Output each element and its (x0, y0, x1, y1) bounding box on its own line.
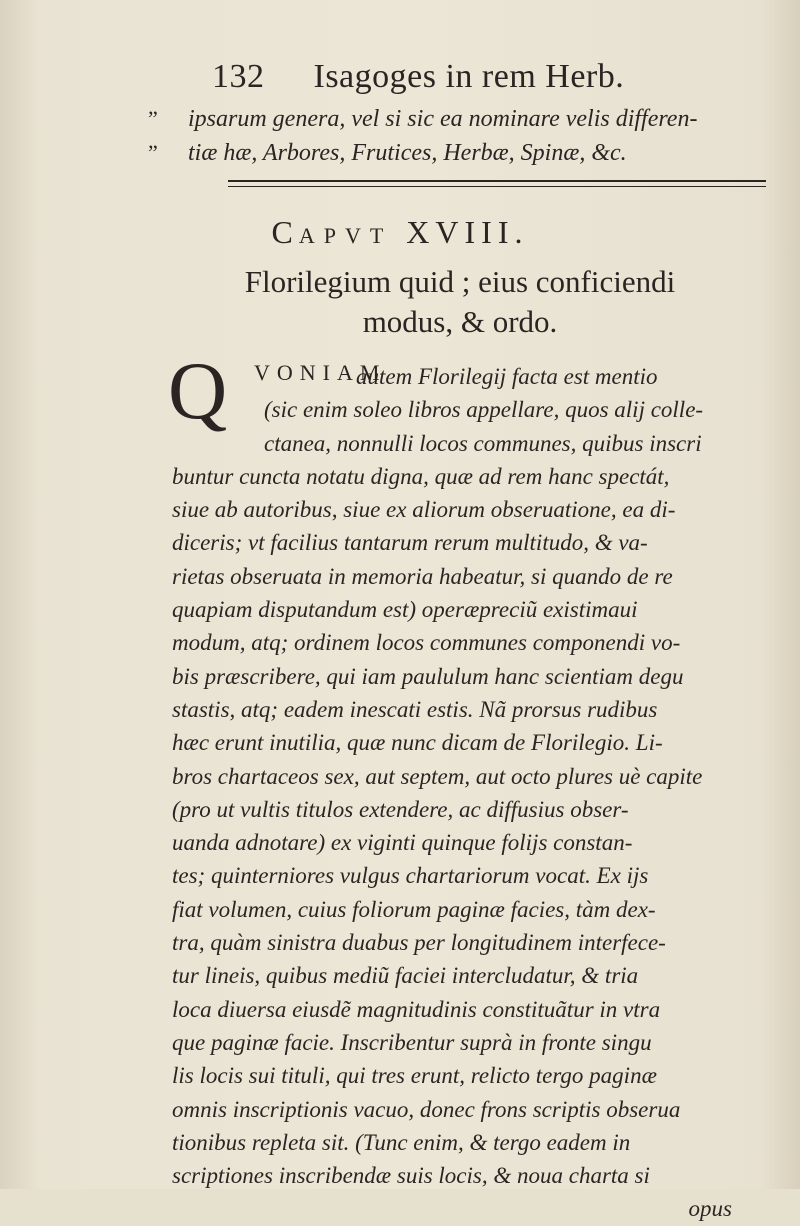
carryover-text (148, 102, 788, 170)
title-line: modus, & ordo. (362, 304, 558, 339)
text-line: tionibus repleta sit. (Tunc enim, & tergo eadem in (172, 1129, 631, 1155)
text-line: autem Florilegij facta est mentio (356, 364, 658, 389)
text-line: bros chartaceos sex, aut septem, aut octo plures uè capite (172, 763, 703, 789)
text-line (148, 102, 788, 136)
text-line: bis præscribere, qui iam paululum hanc scientiam degu (172, 663, 684, 689)
text-line: que paginæ facie. Inscribentur suprà in fronte singu (172, 1029, 652, 1055)
line-text: tiæ hæ, Arbores, Frutices, Herbæ, Spinæ, &c. (188, 140, 627, 166)
text-line: diceris; vt facilius tantarum rerum multitudo, & va- (172, 530, 648, 556)
text-line: tra, quàm sinistra duabus per longitudinem interfece- (172, 930, 666, 956)
text-line: fiat volumen, cuius foliorum paginæ facies, tàm dex- (172, 896, 656, 922)
chapter-initial: C (271, 214, 299, 250)
text-line: loca diuersa eiusdẽ magnitudinis constituãtur in vtra (172, 996, 661, 1022)
chapter-heading (0, 214, 800, 251)
text-line (148, 136, 788, 170)
text-line: quapiam disputandum est) operæpreciũ existimaui (172, 597, 638, 623)
text-line: tur lineis, quibus mediũ faciei intercludatur, & tria (172, 963, 639, 989)
line-text: ipsarum genera, vel si sic ea nominare velis differen- (188, 106, 698, 132)
text-line: omnis inscriptionis vacuo, donec frons scriptis obserua (172, 1096, 681, 1122)
text-line: ctanea, nonnulli locos communes, quibus inscri (264, 430, 702, 456)
text-line: modum, atq; ordinem locos communes componendi vo- (172, 630, 681, 656)
quote-mark: ” (148, 106, 158, 131)
catchword: opus (688, 1196, 732, 1222)
text-line: rietas obseruata in memoria habeatur, si quando de re (172, 563, 673, 589)
text-line: scriptiones inscribendæ suis locis, & noua charta si (172, 1163, 650, 1189)
text-line: stastis, atq; eadem inescati estis. Nã prorsus rudibus (172, 696, 658, 722)
text-line: uanda adnotare) ex viginti quinque folijs constan- (172, 830, 633, 856)
text-line: lis locis sui tituli, qui tres erunt, relicto tergo paginæ (172, 1063, 657, 1089)
text-line: buntur cuncta notatu digna, quæ ad rem hanc spectát, (172, 463, 670, 489)
quote-mark: ” (148, 140, 158, 165)
running-title: Isagoges in rem Herb. (313, 58, 625, 95)
drop-cap: Q (168, 345, 228, 436)
page-number: 132 (212, 58, 265, 95)
text-line: (sic enim soleo libros appellare, quos alij colle- (264, 397, 704, 423)
divider-rule (228, 180, 766, 182)
text-line: (pro ut vultis titulos extendere, ac diffusius obser- (172, 796, 629, 822)
chapter-title (150, 262, 770, 342)
text-line: hæc erunt inutilia, quæ nunc dicam de Florilegio. Li- (172, 730, 663, 756)
divider-rule (228, 186, 766, 187)
lead-word: VONIAM (254, 360, 387, 385)
running-header (212, 58, 624, 96)
text-line: tes; quinterniores vulgus chartariorum vocat. Ex ijs (172, 863, 649, 889)
body-text (172, 360, 772, 1226)
chapter-word-rest: APVT (298, 223, 393, 248)
chapter-numeral: XVIII. (406, 214, 529, 250)
text-line: siue ab autoribus, siue ex aliorum obseruatione, ea di- (172, 497, 676, 523)
title-line: Florilegium quid ; eius conficiendi (244, 264, 676, 299)
